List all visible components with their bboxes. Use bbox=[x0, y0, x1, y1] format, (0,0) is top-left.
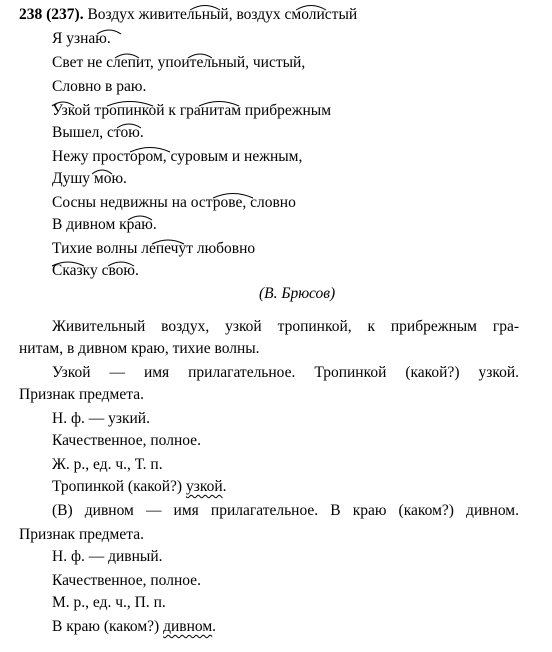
analysis-line: Качественное, полное. bbox=[52, 432, 201, 449]
analysis-paragraph-line: нитам, в дивном краю, тихие волны. bbox=[19, 340, 260, 357]
poem-line: Сосны недвижны на острове, словно bbox=[52, 194, 296, 211]
poem-author: (В. Брюсов) bbox=[259, 285, 336, 302]
analysis-line: Ж. р., ед. ч., Т. п. bbox=[52, 456, 163, 473]
syntax-prefix: Тропинкой (какой?) bbox=[52, 478, 186, 495]
syntax-prefix: В краю (каком?) bbox=[52, 618, 164, 635]
poem-line: В дивном краю. bbox=[52, 216, 157, 233]
analysis-paragraph-line: Узкой — имя прилагательное. Тропинкой (какой?) узкой. bbox=[52, 364, 519, 381]
poem-line: Тихие волны лепечут любовно bbox=[52, 240, 256, 257]
analysis-paragraph-line: Живительный воздух, узкой тропинкой, к прибрежным гра- bbox=[52, 318, 519, 335]
analysis-line: Качественное, полное. bbox=[52, 572, 201, 589]
poem-line: Вышел, стою. bbox=[52, 124, 144, 141]
poem-line: Нежу простором, суровым и нежным, bbox=[52, 148, 303, 165]
analysis-line: Н. ф. — узкий. bbox=[52, 410, 150, 427]
poem-line: Душу мою. bbox=[52, 170, 127, 187]
analysis-paragraph-line: (В) дивном — имя прилагательное. В краю (каком?) дивном. bbox=[52, 502, 519, 519]
poem-line: Свет не слепит, упоительный, чистый, bbox=[52, 54, 306, 71]
wavy-underlined-word: дивном bbox=[163, 618, 213, 635]
poem-line: Узкой тропинкой к гранитам прибрежным bbox=[52, 102, 331, 119]
analysis-paragraph-line: Признак предмета. bbox=[19, 526, 144, 543]
analysis-line bbox=[52, 478, 227, 496]
syntax-suffix: . bbox=[212, 618, 217, 635]
wavy-underlined-word: узкой bbox=[185, 478, 223, 495]
poem-line: Сказку свою. bbox=[52, 262, 139, 279]
analysis-line bbox=[52, 618, 216, 636]
analysis-line: М. р., ед. ч., П. п. bbox=[52, 594, 166, 611]
exercise-number: 238 (237). bbox=[19, 6, 84, 23]
poem-first-line: Воздух живительный, воздух смолистый bbox=[87, 6, 358, 23]
poem-line: Словно в раю. bbox=[52, 78, 147, 95]
poem-line: Я узнаю. bbox=[52, 30, 111, 47]
exercise-header bbox=[19, 6, 357, 24]
analysis-paragraph-line: Признак предмета. bbox=[19, 386, 144, 403]
syntax-suffix: . bbox=[222, 478, 227, 495]
analysis-line: Н. ф. — дивный. bbox=[52, 548, 163, 565]
